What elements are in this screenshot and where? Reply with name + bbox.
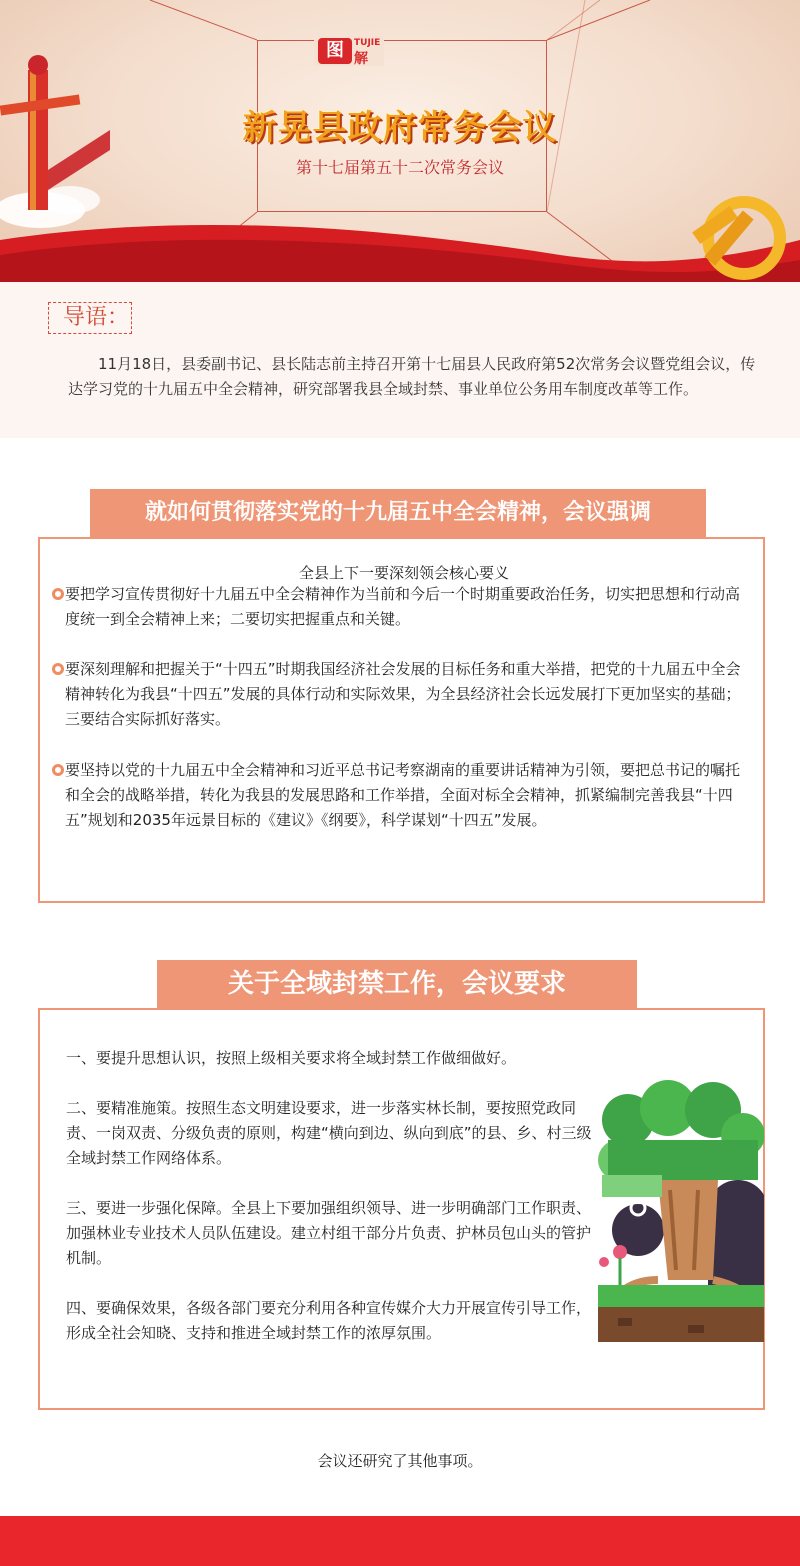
footer-bar	[0, 1516, 800, 1566]
list-item-text: 要坚持以党的十九届五中全会精神和习近平总书记考察湖南的重要讲话精神为引领，要把总书记的嘱托和全会的战略举措，转化为我县的发展思路和工作举措，全面对标全会精神，抓紧编制完善我县“十四五”规划和2035年远景目标的《建议》《纲要》，科学谋划“十四五”发展。	[65, 761, 741, 829]
tree-illustration-icon	[598, 1080, 764, 1342]
requirement-item: 一、要提升思想认识，按照上级相关要求将全域封禁工作做细做好。	[66, 1049, 517, 1067]
bullet-circle-icon	[52, 663, 64, 675]
section1-heading: 就如何贯彻落实党的十九届五中全会精神，会议强调	[90, 489, 706, 537]
party-emblem-icon	[672, 188, 800, 282]
bullet-circle-icon	[52, 764, 64, 776]
list-item	[52, 657, 752, 732]
bullet-circle-icon	[52, 588, 64, 600]
logo-mark: 图	[318, 38, 352, 64]
requirement-item: 三、要进一步强化保障。全县上下要加强组织领导、进一步明确部门工作职责、加强林业专业技术人员队伍建设。建立村组干部分片负责、护林员包山头的管护机制。	[66, 1199, 592, 1267]
logo-cn: 解	[354, 51, 368, 67]
page-title: 新晃县政府常务会议	[242, 108, 558, 148]
intro-label: 导语：	[48, 302, 132, 334]
section2-heading: 关于全域封禁工作，会议要求	[157, 960, 637, 1008]
intro-text: 11月18日，县委副书记、县长陆志前主持召开第十七届县人民政府第52次常务会议暨党组会议，传达学习党的十九届五中全会精神，研究部署我县全域封禁、事业单位公务用车制度改革等工作。	[68, 355, 756, 398]
list-item-text: 要深刻理解和把握关于“十四五”时期我国经济社会发展的目标任务和重大举措，把党的十九届五中全会精神转化为我县“十四五”发展的具体行动和实际效果，为全县经济社会长远发展打下更加坚实的基础；三要结合实际抓好落实。	[65, 660, 741, 728]
closing-text: 会议还研究了其他事项。	[317, 1452, 483, 1470]
section1-core-title: 全县上下一要深刻领会核心要义	[298, 564, 509, 582]
logo-en: TUJIE	[354, 38, 381, 48]
requirement-item: 二、要精准施策。按照生态文明建设要求，进一步落实林长制，要按照党政同责、一岗双责、分级负责的原则，构建“横向到边、纵向到底”的县、乡、村三级全域封禁工作网络体系。	[66, 1099, 592, 1167]
list-item	[52, 582, 752, 632]
header-banner	[0, 0, 800, 282]
list-item	[52, 758, 752, 833]
list-item-text: 要把学习宣传贯彻好十九届五中全会精神作为当前和今后一个时期重要政治任务，切实把思想和行动高度统一到全会精神上来；二要切实把握重点和关键。	[65, 585, 741, 628]
tujie-logo	[314, 36, 384, 66]
requirement-item: 四、要确保效果，各级各部门要充分利用各种宣传媒介大力开展宣传引导工作，形成全社会知晓、支持和推进全域封禁工作的浓厚氛围。	[66, 1299, 592, 1342]
page-subtitle: 第十七届第五十二次常务会议	[295, 158, 504, 177]
